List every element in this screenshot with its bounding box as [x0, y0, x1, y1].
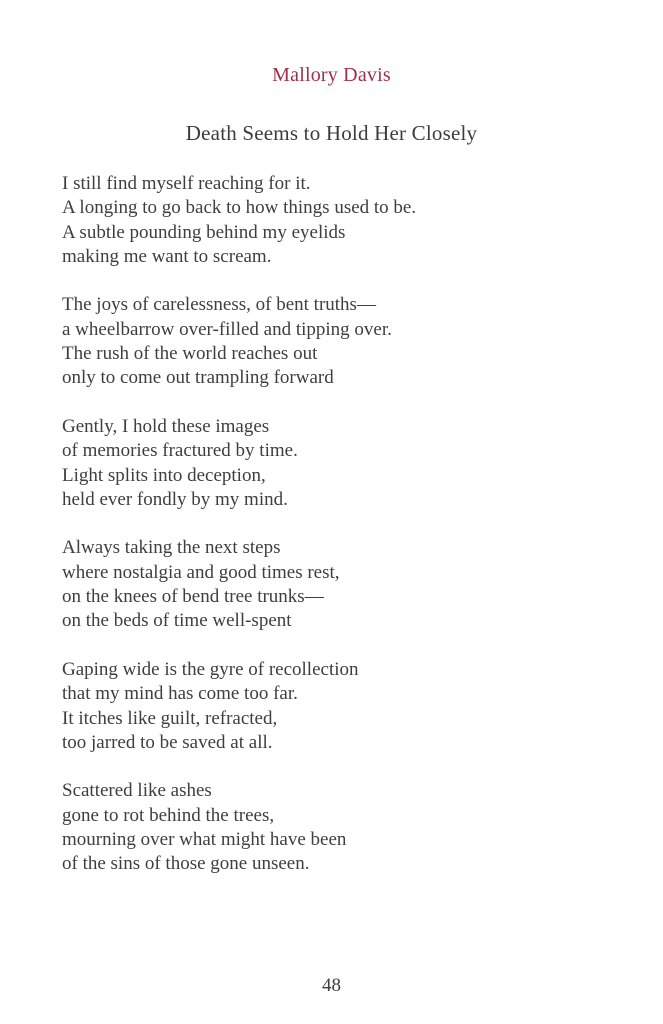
poem-title: Death Seems to Hold Her Closely	[185, 121, 478, 145]
stanza	[62, 293, 623, 390]
poem-line: I still find myself reaching for it.	[62, 173, 311, 194]
poem-line: A subtle pounding behind my eyelids	[62, 221, 346, 243]
poem-line: The rush of the world reaches out	[62, 343, 318, 365]
poem-line: making me want to scream.	[62, 245, 272, 267]
poem-line: where nostalgia and good times rest,	[62, 561, 340, 583]
poem-line: too jarred to be saved at all.	[62, 731, 273, 753]
stanza	[62, 172, 623, 269]
poem-line: Light splits into deception,	[62, 464, 266, 486]
poem-line: Always taking the next steps	[62, 537, 281, 559]
poem-line: that my mind has come too far.	[62, 683, 298, 705]
poem-line: Scattered like ashes	[62, 780, 212, 802]
stanza	[62, 536, 623, 633]
poem-line: Gaping wide is the gyre of recollection	[62, 658, 359, 680]
stanza	[62, 415, 623, 512]
poem-line: held ever fondly by my mind.	[62, 488, 288, 510]
poem-line: It itches like guilt, refracted,	[62, 707, 278, 729]
poem-line: on the beds of time well-spent	[62, 610, 292, 632]
poem-line: on the knees of bend tree trunks—	[62, 586, 324, 608]
poem-line: Gently, I hold these images	[62, 415, 270, 437]
poem-line: of memories fractured by time.	[62, 440, 298, 462]
page-number: 48	[322, 975, 341, 996]
poem-line: of the sins of those gone unseen.	[62, 853, 310, 875]
poem-line: gone to rot behind the trees,	[62, 804, 275, 826]
author-name: Mallory Davis	[272, 64, 391, 86]
poem-line: mourning over what might have been	[62, 829, 347, 851]
poem-line: a wheelbarrow over-filled and tipping over.	[62, 318, 392, 340]
stanza	[62, 779, 623, 876]
poem-line: A longing to go back to how things used to be.	[62, 197, 417, 219]
poem-line: only to come out trampling forward	[62, 367, 334, 389]
stanza	[62, 658, 623, 755]
poem-line: The joys of carelessness, of bent truths—	[62, 294, 376, 316]
poem-body	[62, 172, 623, 877]
